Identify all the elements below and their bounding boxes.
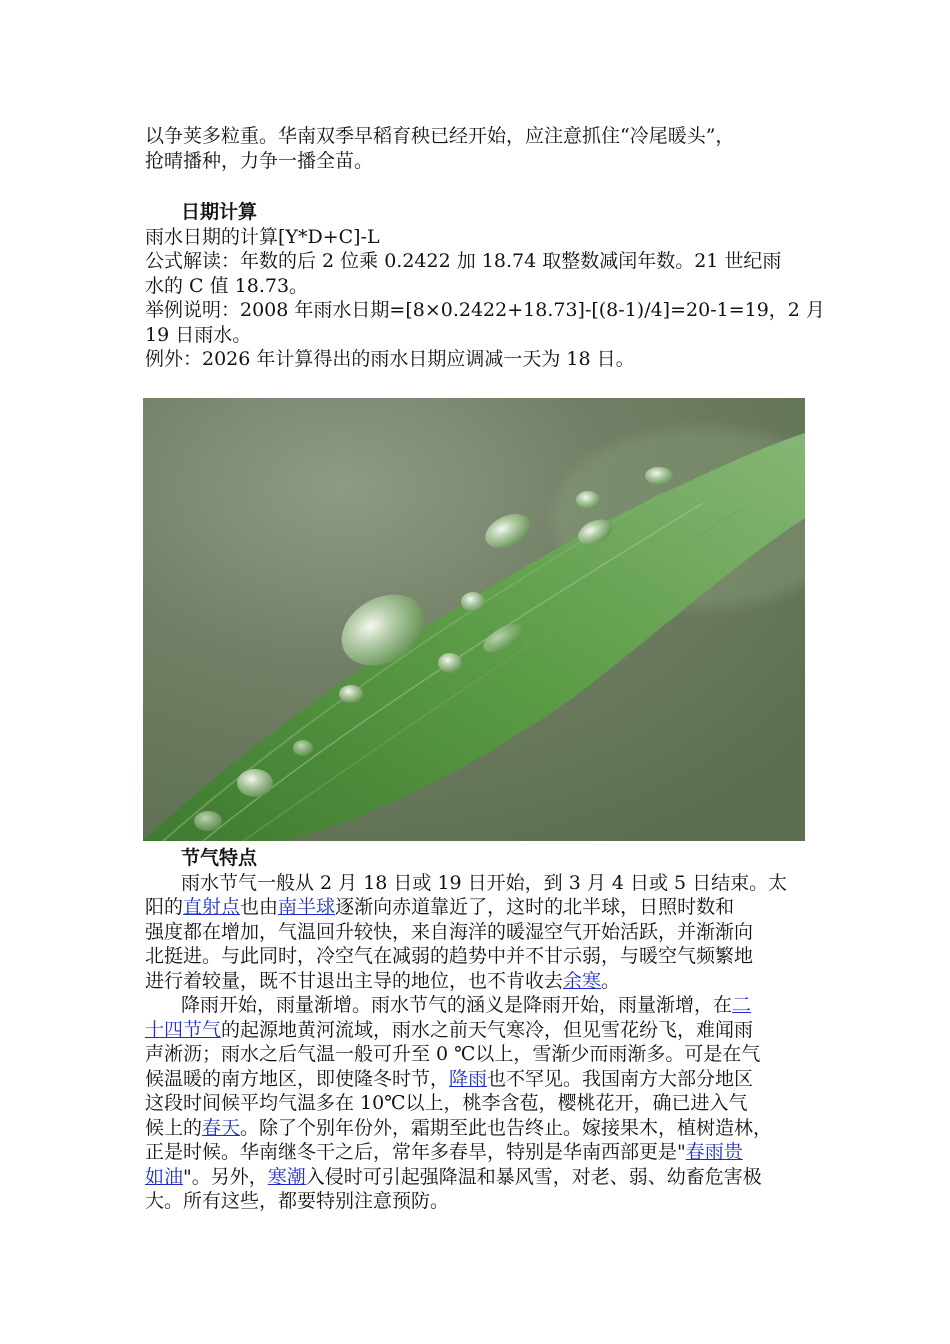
link-24-solar-terms[interactable]: 十四节气: [145, 1018, 222, 1041]
features-paragraph-2: [145, 993, 810, 1214]
text-line: [145, 1140, 810, 1165]
text-span: 进行着较量，既不甘退出主导的地位，也不肯收去: [145, 969, 564, 992]
text-line: [145, 1018, 810, 1043]
raindrops-on-grass-leaf-photo: [143, 398, 805, 841]
link-southern-hemisphere[interactable]: 南半球: [278, 896, 336, 918]
text-span: 。除了个别年份外，霜期至此也告终止。嫁接果木，植树造林，: [240, 1116, 773, 1139]
text-span: 入侵时可引起强降温和暴风雪，对老、弱、幼畜危害极: [305, 1165, 762, 1188]
text-line: 强度都在增加，气温回升较快，来自海洋的暖湿空气开始活跃，并渐渐向: [145, 920, 754, 943]
text-line: 声淅沥；雨水之后气温一般可升至 0 ℃以上，雪渐少而雨渐多。可是在气: [145, 1043, 761, 1065]
section-heading-features: 节气特点: [181, 847, 258, 869]
text-span: 候温暖的南方地区，即使隆冬时节，: [145, 1067, 450, 1090]
text-line: 北挺进。与此同时，冷空气在减弱的趋势中并不甘示弱，与暖空气频繁地: [145, 945, 754, 967]
text-line: 例外：2026 年计算得出的雨水日期应调减一天为 18 日。: [145, 348, 635, 370]
features-paragraph-1: [145, 871, 810, 994]
link-spring[interactable]: 春天: [202, 1116, 241, 1139]
text-span: "。另外，: [183, 1165, 268, 1188]
leaf-photo-graphic: [143, 398, 805, 841]
text-span: 逐渐向赤道靠近了，这时的北半球，日照时数和: [335, 896, 735, 918]
text-line: [145, 993, 810, 1018]
text-line: [145, 895, 810, 920]
text-line: 公式解读：年数的后 2 位乘 0.2422 加 18.74 取整数减闰年数。21 世纪雨: [145, 250, 782, 272]
text-line: [145, 969, 810, 994]
text-line: 雨水节气一般从 2 月 18 日或 19 日开始，到 3 月 4 日或 5 日结束。太: [181, 871, 788, 894]
text-line: [145, 1067, 810, 1092]
text-line: 这段时间候平均气温多在 10℃以上，桃李含苞，樱桃花开，确已进入气: [145, 1092, 748, 1114]
link-spring-rain-precious[interactable]: 如油: [145, 1165, 184, 1188]
intro-paragraph: [145, 124, 810, 173]
text-line: 19 日雨水。: [145, 323, 252, 346]
link-24-solar-terms[interactable]: 二: [732, 994, 752, 1016]
text-span: 。: [601, 969, 621, 992]
text-span: 候上的: [145, 1116, 203, 1139]
link-cold-wave[interactable]: 寒潮: [267, 1165, 306, 1188]
text-line: [145, 1165, 810, 1190]
text-line: 举例说明：2008 年雨水日期=[8×0.2422+18.73]-[(8-1)/4]=20-1=19，2 月: [145, 299, 825, 321]
link-residual-cold[interactable]: 余寒: [563, 969, 602, 992]
text-span: 也不罕见。我国南方大部分地区: [487, 1067, 754, 1090]
date-calc-section: [145, 200, 825, 372]
link-subsolar-point[interactable]: 直射点: [183, 896, 241, 918]
text-span: 降雨开始，雨量渐增。雨水节气的涵义是降雨开始，雨量渐增，在: [181, 994, 733, 1016]
section-heading-date-calc: 日期计算: [181, 201, 258, 223]
text-span: 正是时候。华南继冬干之后，常年多春旱，特别是华南西部更是": [145, 1141, 686, 1163]
link-spring-rain-precious[interactable]: 春雨贵: [685, 1141, 743, 1163]
text-line: 抢晴播种，力争一播全苗。: [145, 149, 374, 172]
formula-line: 雨水日期的计算[Y*D+C]-L: [145, 225, 380, 248]
link-rainfall[interactable]: 降雨: [449, 1067, 488, 1090]
features-section: [145, 846, 810, 1214]
text-span: 也由: [240, 896, 279, 918]
text-span: 的起源地黄河流域，雨水之前天气寒冷，但见雪花纷飞，难闻雨: [221, 1018, 754, 1041]
text-line: 以争荚多粒重。华南双季早稻育秧已经开始，应注意抓住“冷尾暖头”，: [145, 125, 735, 147]
text-line: 水的 C 值 18.73。: [145, 274, 309, 297]
text-line: [145, 1116, 810, 1141]
text-line: 大。所有这些，都要特别注意预防。: [145, 1190, 450, 1212]
text-span: 阳的: [145, 896, 184, 918]
